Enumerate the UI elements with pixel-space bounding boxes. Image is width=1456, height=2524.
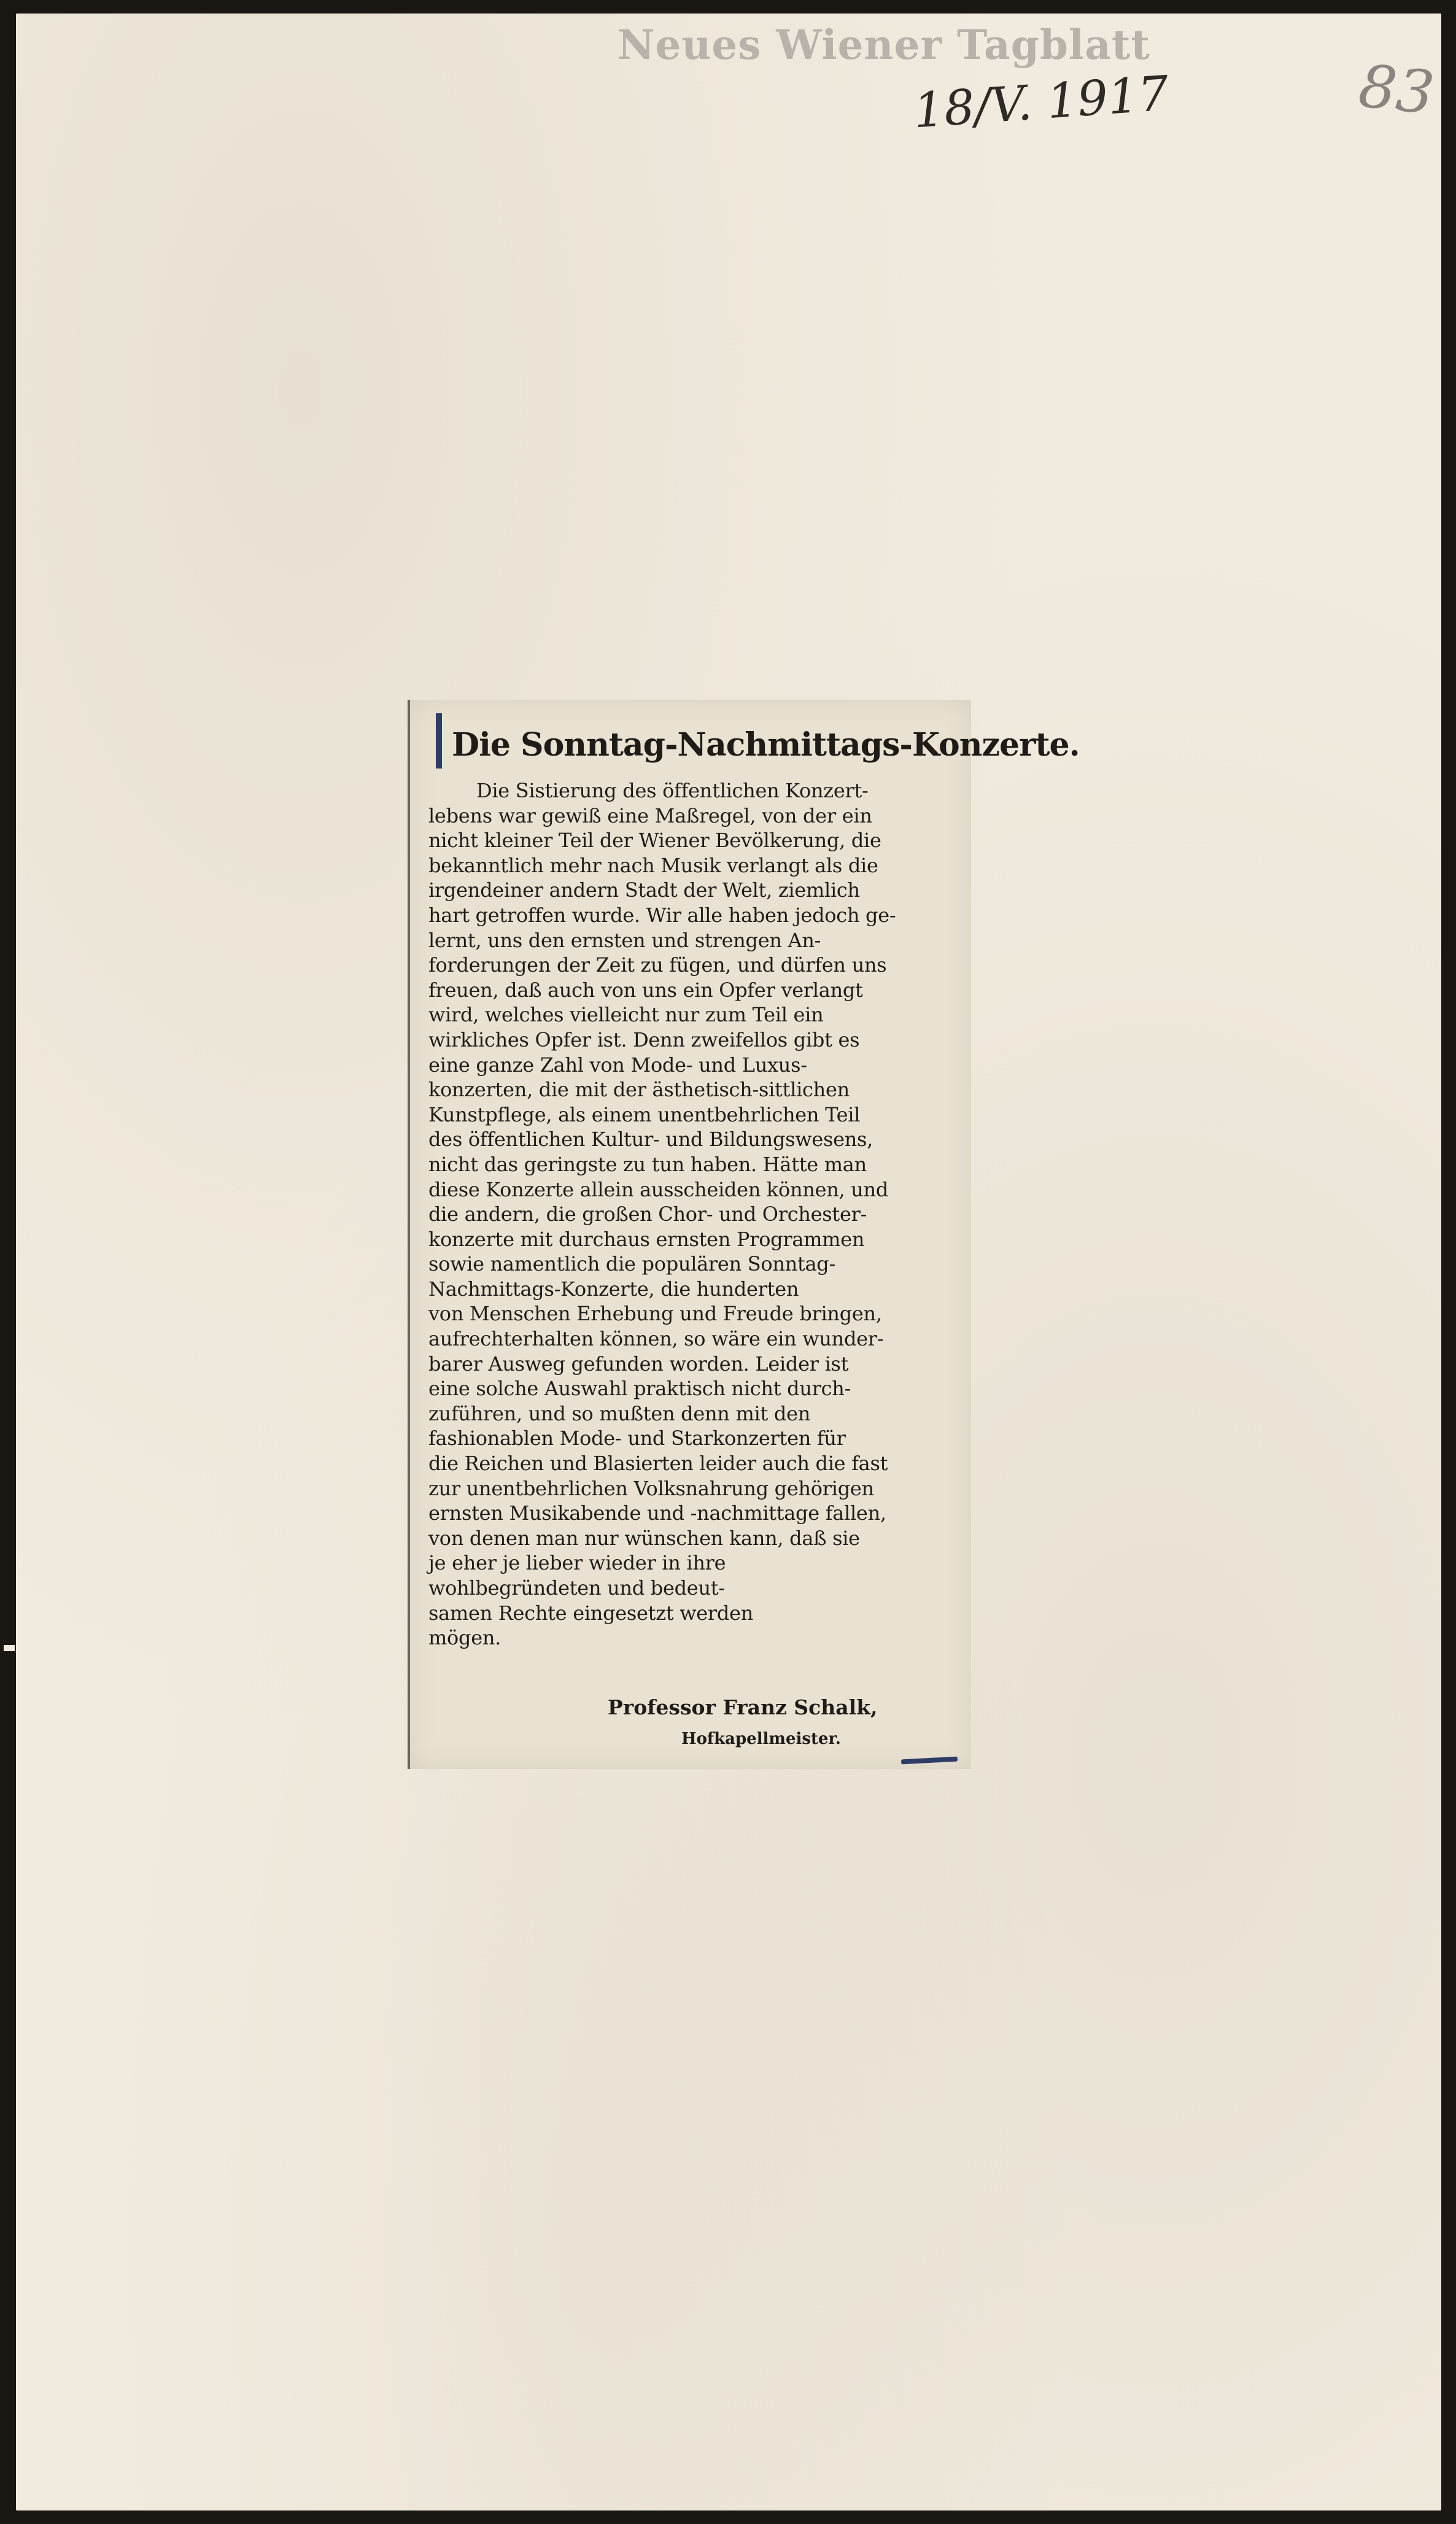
article-line: eine ganze Zahl von Mode- und Luxus- xyxy=(428,1053,807,1077)
article-line: konzerten, die mit der ästhetisch-sittlichen xyxy=(428,1078,850,1102)
article-line: aufrechterhalten können, so wäre ein wunder- xyxy=(428,1327,884,1351)
author-title: Hofkapellmeister. xyxy=(681,1730,841,1748)
article-line: sowie namentlich die populären Sonntag- xyxy=(428,1252,835,1276)
article-line: eine solche Auswahl praktisch nicht durch- xyxy=(428,1377,851,1401)
article-line: nicht kleiner Teil der Wiener Bevölkerung, die xyxy=(428,829,881,853)
article-line: forderungen der Zeit zu fügen, und dürfen uns xyxy=(428,953,887,977)
article-line: hart getroffen wurde. Wir alle haben jedoch ge- xyxy=(428,903,896,927)
article-line: bekanntlich mehr nach Musik verlangt als die xyxy=(428,853,878,877)
article-line: die Reichen und Blasierten leider auch die fast xyxy=(428,1452,888,1476)
article-line: von denen man nur wünschen kann, daß sie xyxy=(428,1526,860,1550)
article-line: lernt, uns den ernsten und strengen An- xyxy=(428,928,821,952)
folio-number: 83 xyxy=(1355,51,1438,128)
article-line: wohlbegründeten und bedeut- xyxy=(428,1576,725,1600)
article-line: zur unentbehrlichen Volksnahrung gehörigen xyxy=(428,1476,874,1500)
paper-sheet xyxy=(16,14,1441,2510)
article-line: irgendeiner andern Stadt der Welt, ziemlich xyxy=(428,878,860,902)
article-line: nicht das geringste zu tun haben. Hätte man xyxy=(428,1152,867,1176)
ink-mark-bar xyxy=(436,713,442,768)
article-line: Nachmittags-Konzerte, die hunderten xyxy=(428,1277,799,1301)
article-line: zuführen, und so mußten denn mit den xyxy=(428,1401,811,1425)
article-line: ernsten Musikabende und -nachmittage fallen, xyxy=(428,1501,886,1525)
article-line: konzerte mit durchaus ernsten Programmen xyxy=(428,1227,865,1251)
article-body xyxy=(428,778,953,1651)
article-line: die andern, die großen Chor- und Orchester- xyxy=(428,1202,867,1226)
article-line: wird, welches vielleicht nur zum Teil ein xyxy=(428,1003,824,1027)
article-line: freuen, daß auch von uns ein Opfer verlangt xyxy=(428,978,863,1002)
article-line: diese Konzerte allein ausscheiden können, und xyxy=(428,1177,889,1201)
article-line: je eher je lieber wieder in ihre xyxy=(428,1551,726,1575)
article-line: Die Sistierung des öffentlichen Konzert- xyxy=(476,779,869,802)
ink-underline-mark xyxy=(901,1757,958,1765)
article-line: Kunstpflege, als einem unentbehrlichen Teil xyxy=(428,1102,861,1126)
article-line: fashionablen Mode- und Starkonzerten für xyxy=(428,1427,846,1450)
article-line: lebens war gewiß eine Maßregel, von der ein xyxy=(428,803,872,827)
article-line: des öffentlichen Kultur- und Bildungswesens, xyxy=(428,1128,873,1152)
article-line: mögen. xyxy=(428,1626,501,1650)
handwritten-date: 18/V. 1917 xyxy=(912,66,1171,139)
edge-mark xyxy=(4,1645,15,1651)
article-line: von Menschen Erhebung und Freude bringen, xyxy=(428,1302,882,1326)
article-headline: Die Sonntag-Nachmittags-Konzerte. xyxy=(452,726,1080,764)
article-line: barer Ausweg gefunden worden. Leider ist xyxy=(428,1352,849,1376)
article-line: wirkliches Opfer ist. Denn zweifellos gibt es xyxy=(428,1028,860,1051)
article-line: samen Rechte eingesetzt werden xyxy=(428,1601,754,1625)
author-signature: Professor Franz Schalk, xyxy=(608,1695,878,1719)
newspaper-stamp: Neues Wiener Tagblatt xyxy=(618,21,1150,69)
newspaper-clipping xyxy=(408,700,1080,1769)
